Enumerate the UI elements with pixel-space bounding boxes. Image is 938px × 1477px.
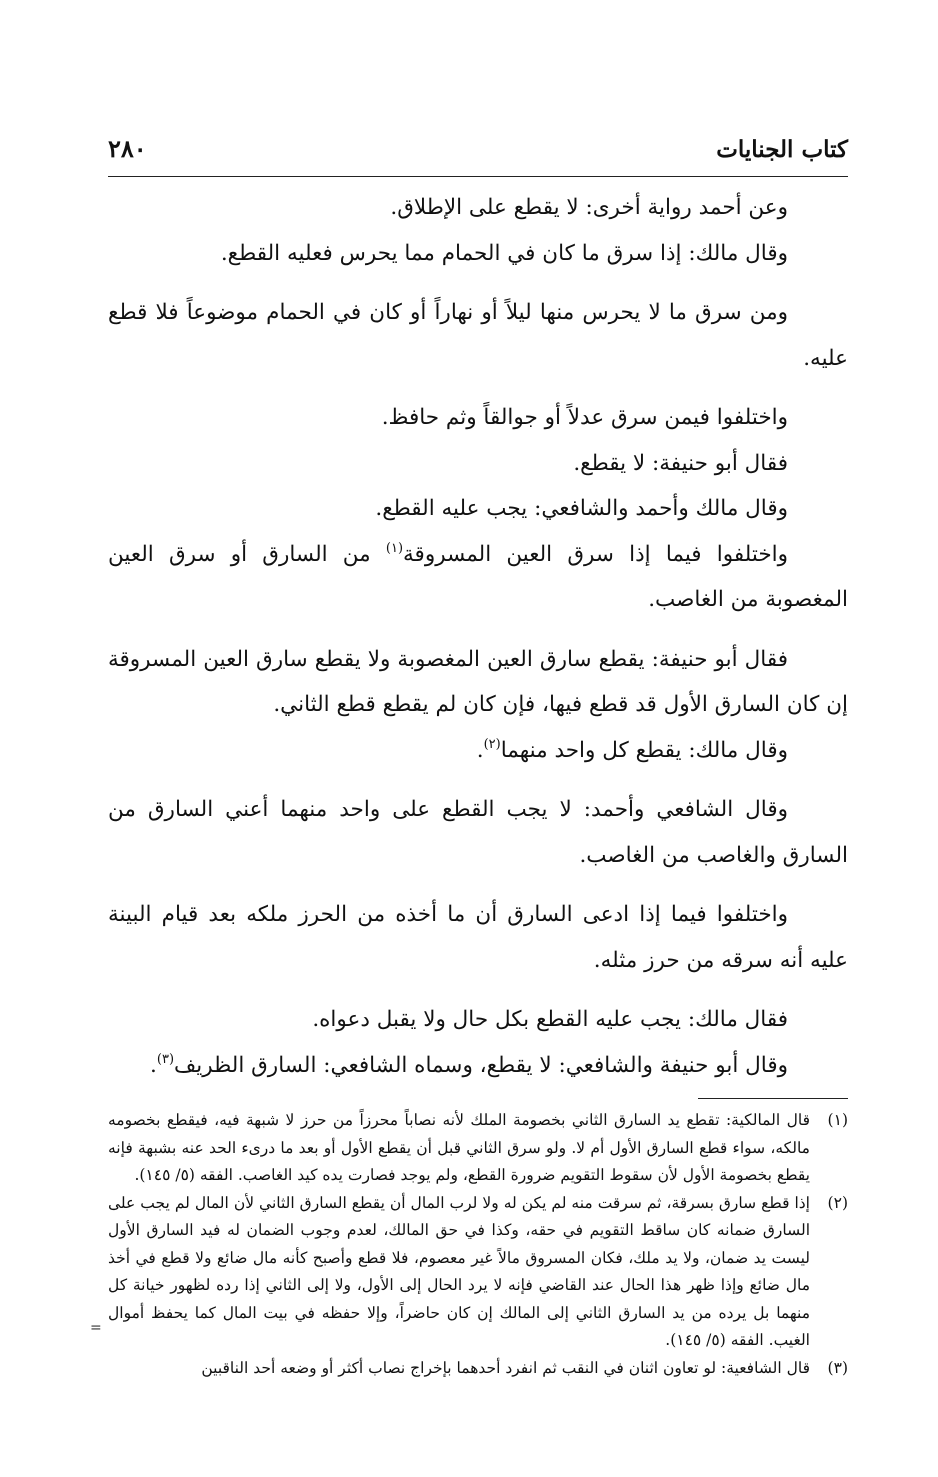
book-page	[108, 132, 848, 1377]
paragraph: وقال مالك: إذا سرق ما كان في الحمام مما يحرس فعليه القطع.	[220, 240, 788, 266]
page-number: ٢٨٠	[108, 134, 147, 163]
footnote-number: (١)	[827, 1111, 848, 1129]
paragraph: ومن سرق ما لا يحرس منها ليلاً أو نهاراً أو كان في الحمام موضوعاً فلا قطع عليه.	[108, 300, 848, 371]
paragraph-text: .	[150, 1052, 157, 1078]
footnote-text: قال الشافعية: لو تعاون اثنان في النقب ثم انفرد أحدهما بإخراج نصاب أكثر أو وضعه أحد الناقبين	[201, 1358, 810, 1377]
footnote	[108, 1107, 848, 1190]
paragraph: وقال الشافعي وأحمد: لا يجب القطع على واحد منهما أعني السارق من السارق والغاصب من الغاصب.	[108, 797, 848, 868]
footnote-text: إذا قطع سارق بسرقة، ثم سرقت منه لم يكن له ولا لرب المال أن يقطع السارق الثاني لأن المال لم يجب على السارق ضمانه كان ساقط التقويم في حقه، وكذا في حق المالك، لعدم وجوب الضمان له فيد السارق الأول ليست يد ضمان، ولا يد ملك، فكان المسروق مالاً غير معصوم، فلا قطع وأصبح كأنه مال ضائع ولا قطع في أخذ مال ضائع وإذا ظهر هذا الحال عند القاضي فإنه لا يرد الحال إلى الأول، ولا إلى الثاني إذا رده لظهور خيانة كل منهما بل يرده من يد السارق الثاني إلى المالك إن كان حاضراً، وإلا حفظه في بيت المال كما يحفظ أموال الغيب. الفقه (٥/ ١٤٥).	[108, 1193, 810, 1349]
footnote-ref: (١)	[385, 540, 404, 556]
paragraph-text: وقال أبو حنيفة والشافعي: لا يقطع، وسماه الشافعي: السارق الظريف	[174, 1052, 788, 1078]
continuation-mark: =	[90, 1320, 102, 1336]
paragraph: واختلفوا فيمن سرق عدلاً أو جوالقاً وثم حافظ.	[381, 405, 788, 430]
paragraph-text: .	[476, 737, 484, 763]
paragraph: وعن أحمد رواية أخرى: لا يقطع على الإطلاق.	[390, 195, 788, 220]
footnote-separator	[698, 1098, 848, 1099]
footnotes	[108, 1107, 848, 1382]
footnote-ref: (٢)	[483, 736, 501, 752]
footnote	[108, 1190, 848, 1355]
page-header	[108, 132, 848, 177]
paragraph	[108, 532, 848, 623]
footnote-text: قال المالكية: تقطع يد السارق الثاني بخصومة الملك لأنه نصاباً محرزاً من حرز لا شبهة فيه، فيقطع بخصومه مالكه، سواء قطع السارق الأول أم لا. ولو سرق الثاني قبل أن يقطع الأول أو بعد ما درىء الحد عنه بشبهة فإنه يقطع بخصومة الأول لأن سقوط التقويم ضرورة القطع، ولم يوجد فصارت يده كيد الغاصب. الفقه (٥/ ١٤٥).	[108, 1111, 810, 1184]
paragraph	[108, 728, 848, 774]
paragraph	[108, 1043, 848, 1089]
paragraph-text: واختلفوا فيما إذا سرق العين المسروقة	[403, 541, 788, 567]
footnote-ref: (٣)	[156, 1051, 175, 1067]
main-text	[108, 185, 848, 1088]
paragraph: فقال أبو حنيفة: لا يقطع.	[573, 450, 788, 476]
chapter-title: كتاب الجنايات	[716, 136, 848, 163]
footnote	[108, 1355, 848, 1383]
paragraph: واختلفوا فيما إذا ادعى السارق أن ما أخذه من الحرز ملكه بعد قيام البينة عليه أنه سرقه من حرز مثله.	[108, 902, 848, 973]
paragraph: فقال أبو حنيفة: يقطع سارق العين المغصوبة ولا يقطع سارق العين المسروقة إن كان السارق الأول قد قطع فيها، فإن كان لم يقطع قطع الثاني.	[108, 646, 848, 717]
paragraph-text: من السارق أو سرق العين المغصوبة من الغاصب.	[108, 541, 848, 612]
paragraph: وقال مالك وأحمد والشافعي: يجب عليه القطع.	[375, 496, 788, 521]
paragraph: فقال مالك: يجب عليه القطع بكل حال ولا يقبل دعواه.	[312, 1007, 788, 1032]
paragraph-text: وقال مالك: يقطع كل واحد منهما	[500, 737, 788, 763]
footnote-number: (٣)	[827, 1358, 848, 1377]
footnote-number: (٢)	[827, 1193, 848, 1212]
